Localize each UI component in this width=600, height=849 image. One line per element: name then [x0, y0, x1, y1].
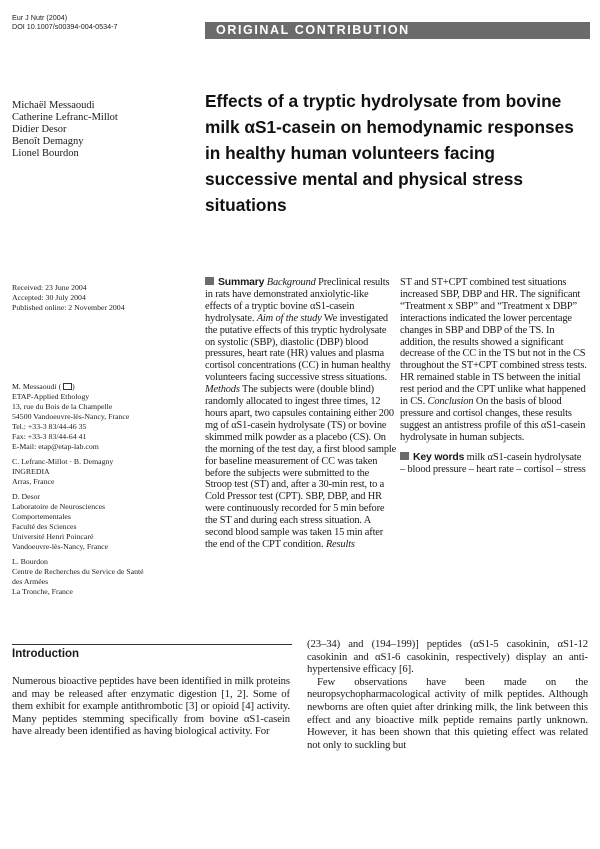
abstract-column-1: [205, 277, 397, 551]
affiliation-line: Vandoeuvre-lès-Nancy, France: [12, 542, 109, 551]
received-date: Received: 23 June 2004: [12, 283, 87, 292]
background-text: Preclinical results in rats have demonstrated anxiolytic-like effects of a tryptic bovine αS1-casein hydrolysate.: [205, 277, 390, 324]
summary-label: Summary: [218, 277, 265, 288]
corresponding-author-close: ): [72, 382, 75, 391]
affiliation-line: Arras, France: [12, 477, 55, 486]
conclusion-label: Conclusion: [427, 396, 474, 408]
affiliation-line: L. Bourdon: [12, 557, 48, 566]
keywords-text: milk αS1-casein hydrolysate – blood pressure – heart rate – cortisol – stress: [400, 451, 586, 475]
conclusion-text: On the basis of blood pressure and cortisol changes, these results suggest an antistress profile of this αS1-casein hydrolysate in human subjects.: [400, 396, 586, 443]
results-label: Results: [325, 538, 355, 550]
affiliation-line: C. Lefranc-Millot · B. Demagny: [12, 457, 114, 466]
affiliation-line: des Armées: [12, 577, 49, 586]
abstract-flow-target: [400, 277, 588, 444]
author-name: Lionel Bourdon: [12, 148, 79, 159]
introduction-column-1: [12, 675, 290, 825]
journal-citation: Eur J Nutr (2004): [12, 13, 68, 22]
corresponding-author-name: M. Messaoudi (: [12, 382, 62, 391]
methods-label: Methods: [205, 384, 240, 396]
desor-affiliation: [12, 492, 144, 552]
summary-marker-icon: [205, 277, 214, 285]
journal-doi: DOI 10.1007/s00394-004-0534-7: [12, 22, 118, 31]
corresponding-author: [12, 382, 144, 392]
author-name: Benoît Demagny: [12, 136, 84, 147]
affiliation-line: Comportementales: [12, 512, 71, 521]
affiliation-line: Laboratoire de Neurosciences: [12, 502, 106, 511]
affiliation-line: Tel.: +33-3 83/44-46 35: [12, 422, 87, 431]
author-name: Didier Desor: [12, 124, 67, 135]
affiliation-line: Fax: +33-3 83/44-64 41: [12, 432, 87, 441]
affiliation-line: La Tronche, France: [12, 587, 73, 596]
body-paragraph: (23–34) and (194–199)] peptides (αS1-5 casokinin, αS1-12 casokinin and αS1-6 casokinin, respectively) display an anti-hypertensive efficacy [6].: [307, 638, 588, 676]
affiliation-line: Université Henri Poincaré: [12, 532, 94, 541]
affiliations: [12, 382, 144, 602]
article-title: Effects of a tryptic hydrolysate from bovine milk αS1-casein on hemodynamic responses in healthy human volunteers facing successive mental and physical stress situations: [205, 91, 574, 215]
affiliation-line: ETAP-Applied Ethology: [12, 392, 90, 401]
author-name: Michaël Messaoudi: [12, 100, 95, 111]
introduction-rule: [12, 644, 292, 645]
results-text: ST and ST+CPT combined test situations increased SBP, DBP and HR. The significant “Treatment x SBP” and “Treatment x DBP” interactions indicated the lower percentage changes in SBP and DBP of the TS. In addition, the results showed a significant decrease of the CC in the TS but not in the CS throughout the ST+CPT combined stress tests. HR remained stable in TS between the initial rest period and the CPT unlike what happened in CS.: [400, 277, 587, 408]
affiliation-line: INGREDIA: [12, 467, 50, 476]
abstract-column-2: [400, 277, 588, 476]
methods-text: The subjects were (double blind) randomly allocated to ingest three times, 12 hours apart, two capsules containing either 200 mg of αS1-casein hydrolysate (TS) or bovine skimmed milk powder as a placebo (CS). On the morning of the test day, a first blood sample for baseline measurement of CC was taken before the subjects were submitted to the Stroop test (ST) and, after a 30-min rest, to a Cold Pressor test (CPT). SBP, DBP, and HR were continuously recorded for 5 min before the ST and during each stress situation. A second blood sample was taken 15 min after the end of the CPT condition.: [205, 384, 397, 550]
affiliation-line: D. Desor: [12, 492, 41, 501]
affiliation-line: 13, rue du Bois de la Champelle: [12, 402, 113, 411]
aim-text: We investigated the putative effects of this tryptic hydrolysate on systolic (SBP), diastolic (DBP) blood pressures, heart rate (HR) values and plasma cortisol concentrations (CC) in human healthy volunteers facing successive stress situations.: [205, 312, 391, 384]
body-paragraph: Numerous bioactive peptides have been identified in milk proteins and may be released after enzymatic digestion [1, 2]. Some of them exhibit for example antithrombotic [3] or opioid [4] activity. Many peptides stemming specifically from bovine αS1-casein have already been identified as having biological activity. For: [12, 675, 290, 738]
aim-label: Aim of the study: [256, 312, 322, 324]
corresponding-affiliation: [12, 382, 144, 452]
introduction-column-2: [307, 638, 588, 833]
ingredia-affiliation: [12, 457, 144, 487]
author-name: Catherine Lefranc-Millot: [12, 112, 118, 123]
mail-icon: [63, 383, 72, 390]
section-banner: ORIGINAL CONTRIBUTION: [205, 22, 590, 39]
bourdon-affiliation: [12, 557, 144, 597]
journal-reference: [12, 13, 118, 31]
affiliation-line: 54500 Vandoeuvre-lès-Nancy, France: [12, 412, 130, 421]
introduction-heading: Introduction: [12, 648, 80, 660]
background-label: Background: [266, 277, 316, 288]
affiliation-email[interactable]: E-Mail: etap@etap-lab.com: [12, 442, 99, 451]
affiliation-line: Faculté des Sciences: [12, 522, 77, 531]
published-date: Published online: 2 November 2004: [12, 303, 125, 312]
accepted-date: Accepted: 30 July 2004: [12, 293, 86, 302]
affiliation-line: Centre de Recherches du Service de Santé: [12, 567, 144, 576]
keywords-marker-icon: [400, 452, 409, 460]
author-list: [12, 100, 118, 160]
keywords-label: Key words: [413, 451, 465, 463]
body-paragraph: Few observations have been made on the neuropsychopharmacological activity of milk peptides. Although newborns are often quiet after drinking milk, the link between this effect and any bioactive milk peptide remains partly unknown. However, it has been shown that this quieting effect was related not only to suckling but: [307, 675, 588, 751]
keywords: [400, 452, 588, 476]
publication-dates: [12, 283, 125, 313]
